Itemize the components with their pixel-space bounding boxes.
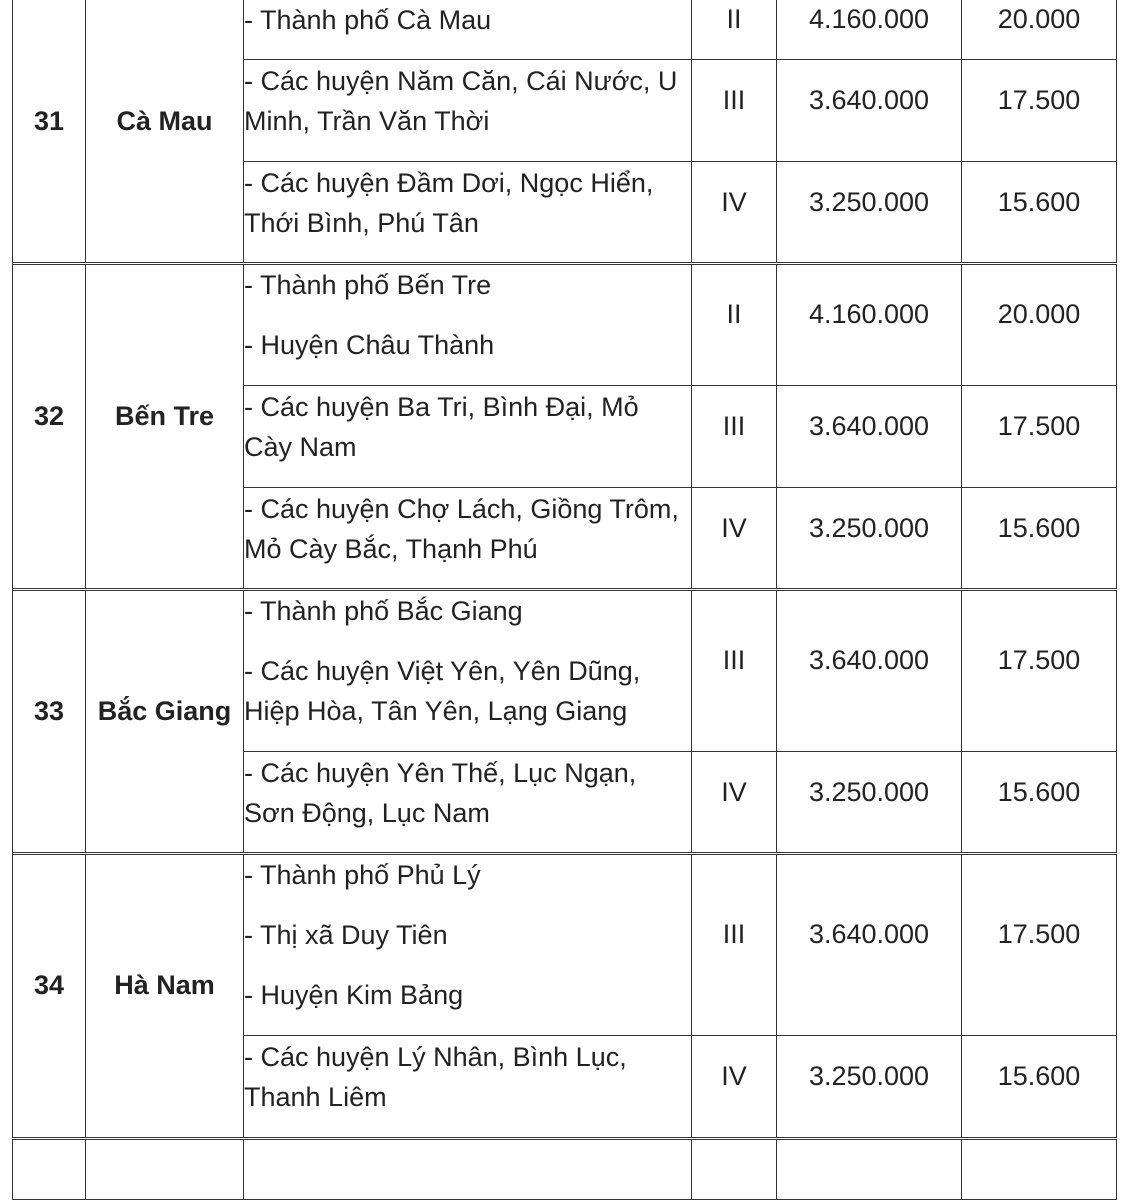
hourly-wage: 20.000 bbox=[997, 299, 1081, 329]
region-level: IV bbox=[721, 1061, 747, 1091]
province-cell bbox=[85, 589, 244, 854]
row-number: 31 bbox=[33, 105, 65, 136]
row-number: 32 bbox=[33, 401, 65, 431]
monthly-wage: 3.640.000 bbox=[808, 645, 930, 675]
areas-cell bbox=[243, 487, 692, 590]
area-item: - Các huyện Chợ Lách, Giồng Trôm, Mỏ Cày Bắc, Thạnh Phú bbox=[244, 494, 679, 564]
hourly-cell bbox=[961, 59, 1117, 162]
group-divider bbox=[13, 1137, 1117, 1140]
hourly-cell bbox=[961, 751, 1117, 854]
hourly-wage: 17.500 bbox=[997, 411, 1081, 441]
monthly-wage: 3.640.000 bbox=[808, 85, 930, 115]
region-cell bbox=[691, 1035, 777, 1138]
salary-cell bbox=[776, 0, 962, 60]
row-number-cell bbox=[12, 0, 86, 264]
region-level: III bbox=[722, 645, 746, 675]
monthly-wage: 3.250.000 bbox=[808, 187, 930, 217]
monthly-wage: 4.160.000 bbox=[808, 3, 930, 34]
areas-cell bbox=[243, 0, 692, 60]
region-level: IV bbox=[721, 513, 747, 543]
region-cell bbox=[691, 59, 777, 162]
region-cell bbox=[691, 853, 777, 1036]
region-cell bbox=[691, 263, 777, 386]
group-divider bbox=[13, 262, 1117, 265]
hourly-cell bbox=[961, 589, 1117, 752]
area-item: - Các huyện Lý Nhân, Bình Lục, Thanh Liêm bbox=[244, 1042, 627, 1112]
hourly-cell bbox=[961, 385, 1117, 488]
hourly-cell bbox=[961, 263, 1117, 386]
region-level: III bbox=[722, 85, 746, 115]
next-row-cell bbox=[776, 1139, 962, 1200]
monthly-wage: 3.640.000 bbox=[808, 411, 930, 441]
province-cell bbox=[85, 853, 244, 1138]
row-number: 33 bbox=[33, 696, 65, 726]
region-cell bbox=[691, 161, 777, 264]
area-item: - Thành phố Cà Mau bbox=[244, 5, 492, 35]
area-item: - Các huyện Đầm Dơi, Ngọc Hiển, Thới Bình, Phú Tân bbox=[244, 168, 654, 238]
areas-cell bbox=[243, 59, 692, 162]
area-item: - Các huyện Yên Thế, Lục Ngạn, Sơn Động, Lục Nam bbox=[244, 758, 637, 828]
areas-cell bbox=[243, 853, 692, 1036]
areas-cell bbox=[243, 263, 692, 386]
province-cell bbox=[85, 263, 244, 590]
row-number-cell bbox=[12, 853, 86, 1138]
next-row-cell bbox=[12, 1139, 86, 1200]
region-cell bbox=[691, 0, 777, 60]
row-number-cell bbox=[12, 589, 86, 854]
areas-cell bbox=[243, 751, 692, 854]
hourly-cell bbox=[961, 487, 1117, 590]
salary-cell bbox=[776, 161, 962, 264]
province-name: Bắc Giang bbox=[97, 696, 232, 726]
area-item: - Các huyện Năm Căn, Cái Nước, U Minh, Trần Văn Thời bbox=[244, 66, 678, 136]
hourly-wage: 15.600 bbox=[997, 513, 1081, 543]
region-level: IV bbox=[721, 777, 747, 807]
hourly-wage: 15.600 bbox=[997, 777, 1081, 807]
row-number-cell bbox=[12, 263, 86, 590]
salary-cell bbox=[776, 853, 962, 1036]
area-item: - Thành phố Bắc Giang bbox=[244, 596, 523, 626]
region-level: II bbox=[726, 3, 742, 34]
next-row-cell bbox=[243, 1139, 692, 1200]
region-level: III bbox=[722, 411, 746, 441]
salary-cell bbox=[776, 1035, 962, 1138]
next-row-cell bbox=[691, 1139, 777, 1200]
region-cell bbox=[691, 385, 777, 488]
hourly-wage: 17.500 bbox=[997, 645, 1081, 675]
area-item: - Thành phố Bến Tre bbox=[244, 270, 492, 300]
areas-cell bbox=[243, 161, 692, 264]
salary-cell bbox=[776, 385, 962, 488]
hourly-cell bbox=[961, 161, 1117, 264]
area-item: - Các huyện Việt Yên, Yên Dũng, Hiệp Hòa, Tân Yên, Lạng Giang bbox=[244, 656, 641, 726]
row-number: 34 bbox=[33, 970, 65, 1000]
region-level: II bbox=[726, 299, 742, 329]
areas-cell bbox=[243, 385, 692, 488]
next-row-cell bbox=[961, 1139, 1117, 1200]
salary-cell bbox=[776, 59, 962, 162]
hourly-wage: 15.600 bbox=[997, 187, 1081, 217]
areas-cell bbox=[243, 1035, 692, 1138]
monthly-wage: 3.250.000 bbox=[808, 777, 930, 807]
region-level: IV bbox=[721, 187, 747, 217]
province-name: Cà Mau bbox=[116, 105, 213, 136]
salary-cell bbox=[776, 263, 962, 386]
monthly-wage: 4.160.000 bbox=[808, 299, 930, 329]
hourly-cell bbox=[961, 853, 1117, 1036]
province-name: Bến Tre bbox=[114, 401, 215, 431]
area-item: - Thị xã Duy Tiên bbox=[244, 920, 448, 950]
region-level: III bbox=[722, 919, 746, 949]
province-cell bbox=[85, 0, 244, 264]
salary-cell bbox=[776, 589, 962, 752]
area-item: - Thành phố Phủ Lý bbox=[244, 860, 481, 890]
province-name: Hà Nam bbox=[114, 970, 215, 1000]
hourly-wage: 17.500 bbox=[997, 919, 1081, 949]
group-divider bbox=[13, 852, 1117, 855]
hourly-wage: 15.600 bbox=[997, 1061, 1081, 1091]
monthly-wage: 3.250.000 bbox=[808, 513, 930, 543]
region-cell bbox=[691, 751, 777, 854]
area-item: - Huyện Kim Bảng bbox=[244, 980, 464, 1010]
monthly-wage: 3.250.000 bbox=[808, 1061, 930, 1091]
region-cell bbox=[691, 589, 777, 752]
salary-cell bbox=[776, 487, 962, 590]
salary-cell bbox=[776, 751, 962, 854]
group-divider bbox=[13, 588, 1117, 591]
next-row-cell bbox=[85, 1139, 244, 1200]
hourly-wage: 17.500 bbox=[997, 85, 1081, 115]
hourly-wage: 20.000 bbox=[997, 3, 1081, 34]
area-item: - Các huyện Ba Tri, Bình Đại, Mỏ Cày Nam bbox=[244, 392, 639, 462]
hourly-cell bbox=[961, 0, 1117, 60]
monthly-wage: 3.640.000 bbox=[808, 919, 930, 949]
hourly-cell bbox=[961, 1035, 1117, 1138]
areas-cell bbox=[243, 589, 692, 752]
area-item: - Huyện Châu Thành bbox=[244, 330, 495, 360]
region-cell bbox=[691, 487, 777, 590]
